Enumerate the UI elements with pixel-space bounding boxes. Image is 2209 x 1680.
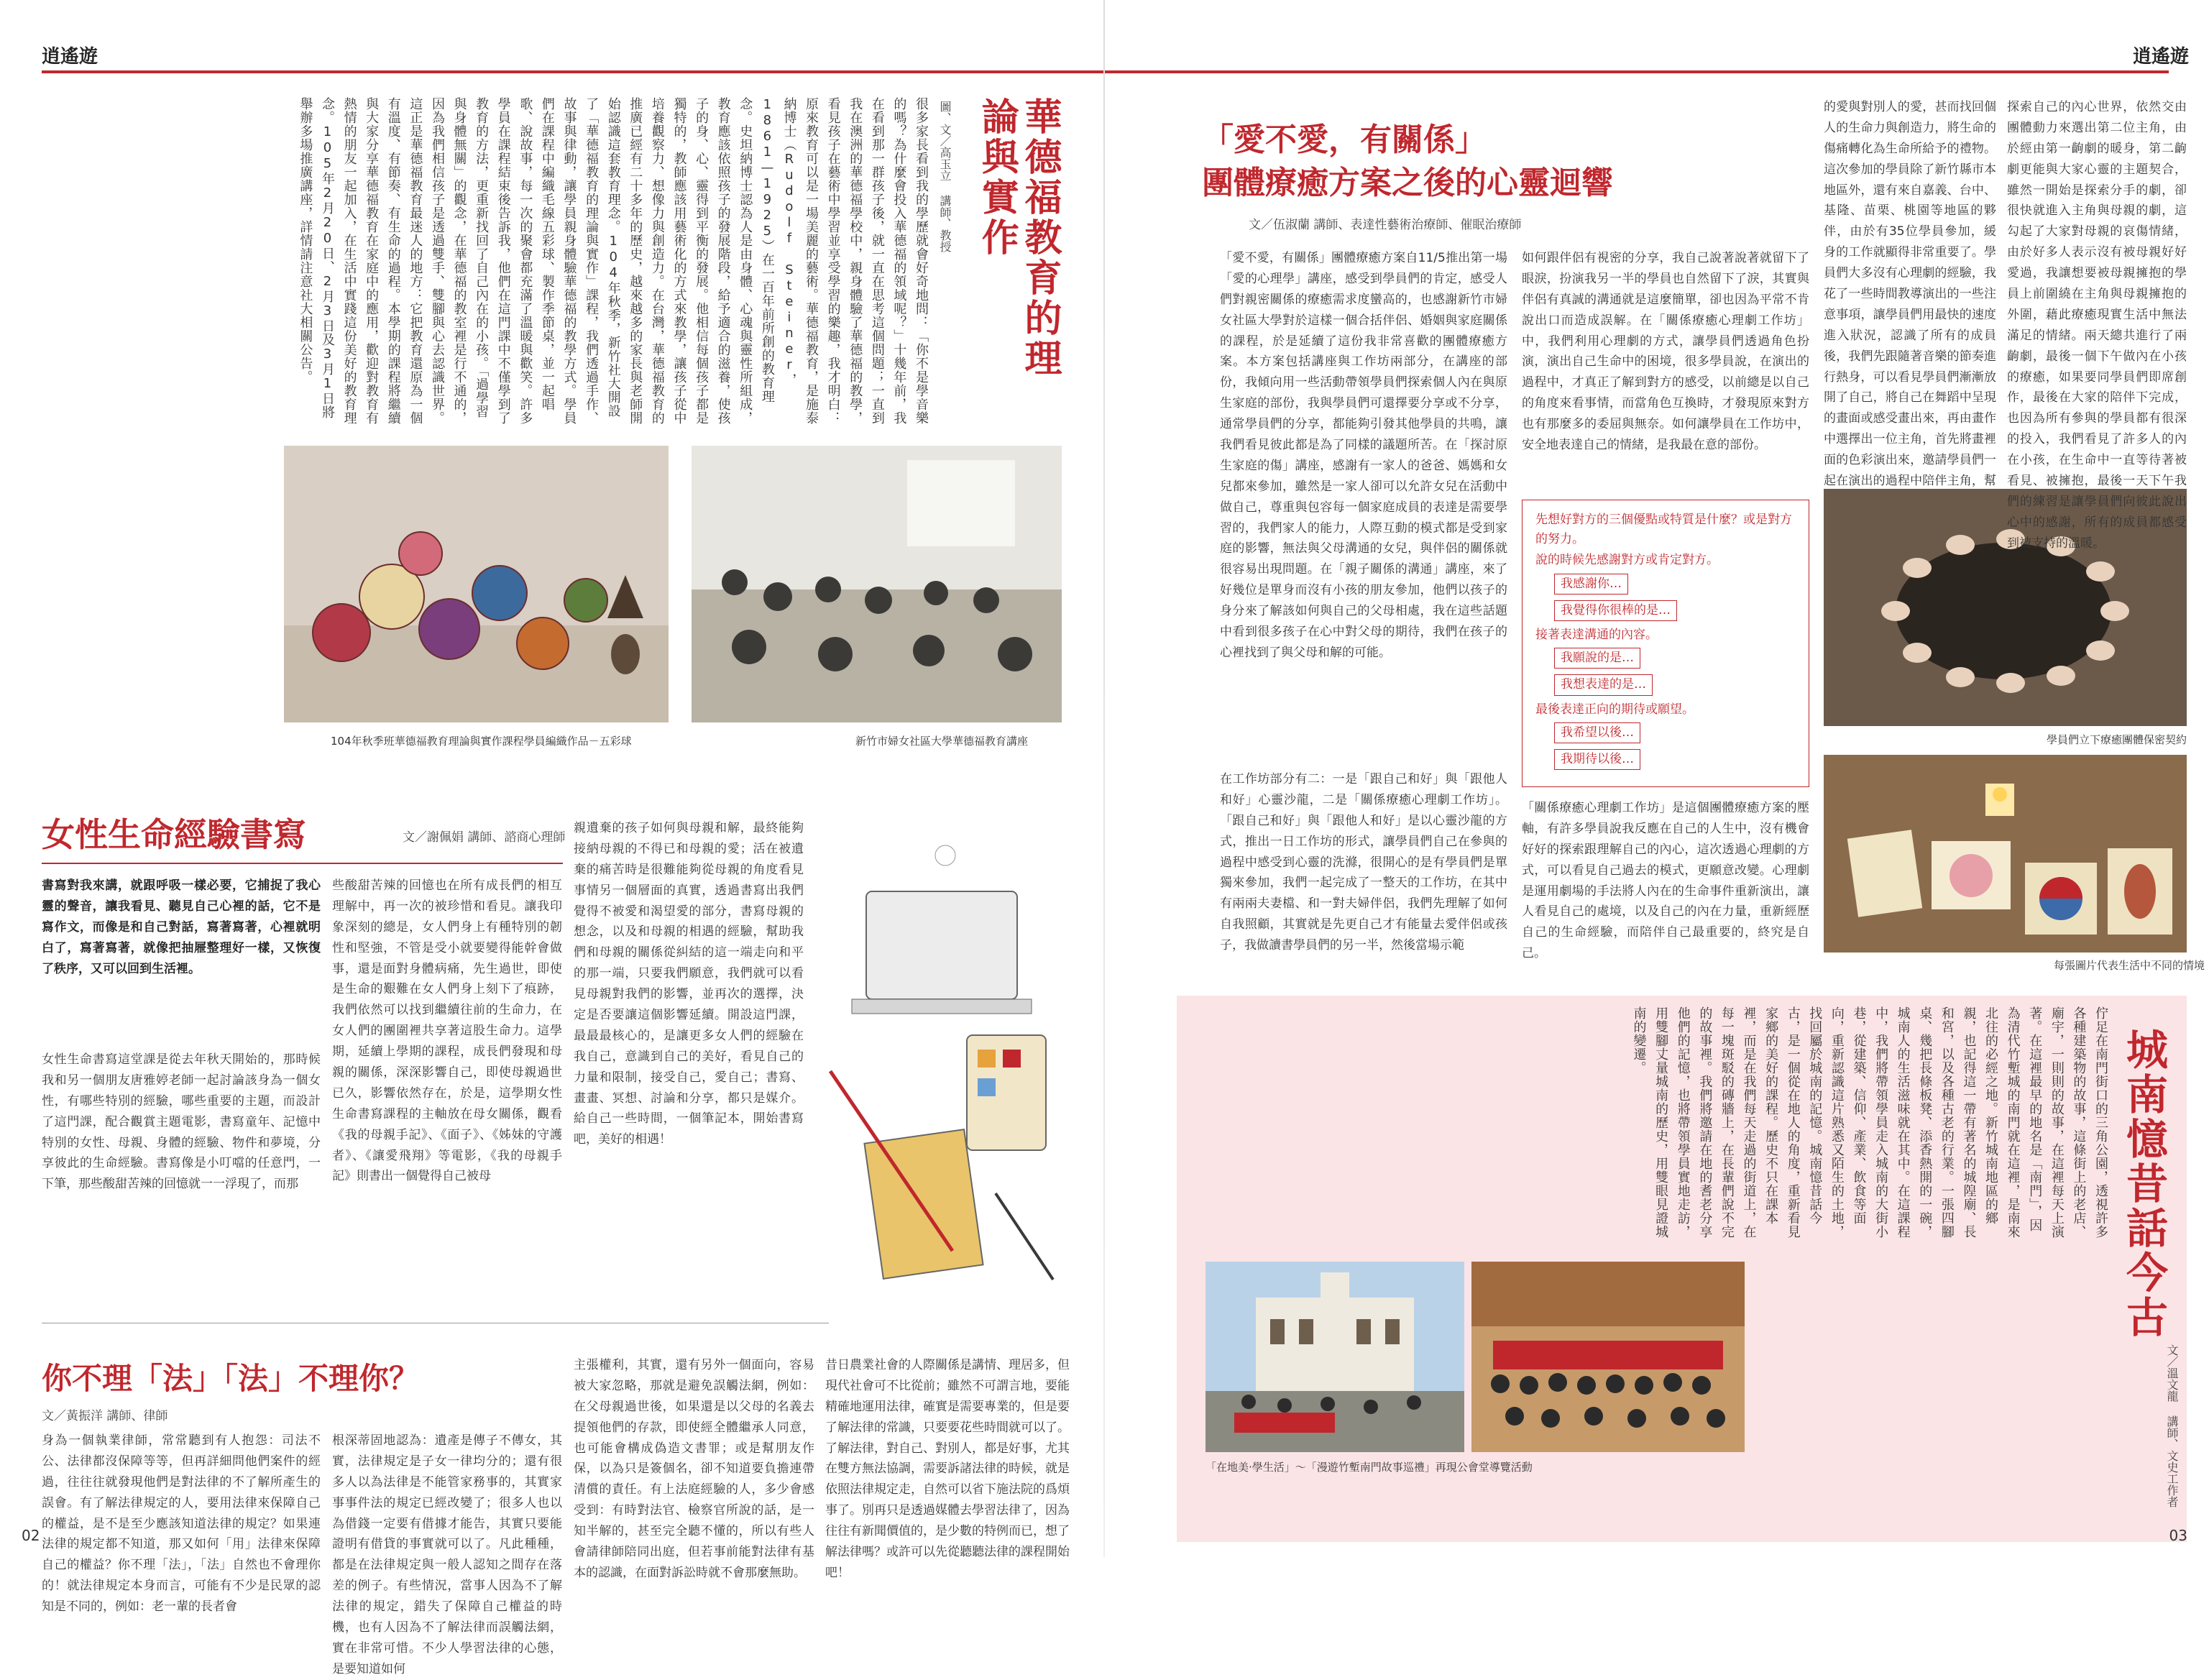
love-title-line2: 團體療癒方案之後的心靈迴響 xyxy=(1202,165,1613,201)
header-rule xyxy=(42,70,1104,73)
women-body-2: 些酸甜苦辣的回憶也在所有成長們的相互理解中，再一次的被珍惜和看見。讓我印象深刻的總是，女人們身上有種特別的韌性和堅強，不管是受小就要變得能幹會做事，還是面對身體病痛，先生過世，即使是生命的艱難在女人們身上刻下了痕跡，我們依然可以找到繼續往前的生命力，在女人們的團圍裡共享著這股生命力。這學期，延續上學期的課程，成長們發現和母親的關係，深深影響自己，即使母親過世已久，影響依然存在，於是，這學期女性生命書寫課程的主軸放在母女關係，觀看《我的母親手記》、《面子》、《姊妹的守護者》、《讓愛飛翔》等電影，《我的母親手記》則書出一個覺得自己被母 xyxy=(332,878,562,1184)
illustration-laptop-notebook xyxy=(823,820,1071,1294)
tip-3: 接著表達溝通的內容。 xyxy=(1535,627,1658,642)
law-body-3: 主張權利，其實，還有另外一個面向，容易被大家忽略，那就是避免誤觸法網，例如：在父母親過世後，如果還是以父母的名義去提領他們的存款，即使經全體繼承人同意，也可能會構成偽造文書罪；或是幫朋友作保，以為只是簽個名，卻不知道要負擔連帶清償的責任。有上法庭經驗的人，多少會感受到：有時對法官、檢察官所說的話，是一知半解的，甚至完全聽不懂的，所以有些人會請律師陪同出庭，但若事前能對法律有基本的認識，在面對訴訟時就不會那麼無助。 xyxy=(574,1358,814,1580)
caption-circle-of-hands: 學員們立下療癒團體保密契約 xyxy=(2047,733,2187,746)
south-title: 城南憶昔話今古 xyxy=(2119,1028,2168,1340)
header-rule xyxy=(1105,70,2169,73)
section-header: 逍遙遊 xyxy=(42,46,98,68)
love-body-2: 在工作坊部分有二：一是「跟自己和好」與「跟他人和好」心靈沙龍，二是「關係療癒心理劇工作坊」。「跟自己和好」與「跟他人和好」是以心靈沙龍的方式，推出一日工作坊的形式，讓學員們自己在參與的過程中感受到心靈的洗滌，很開心的是有學員們是單獨來參加，我們一起完成了一整天的工作坊，在其中有兩兩夫妻檔、和一對夫婦伴侶，我們先理解了如何自我照顧，其實就是先更自己才有能量去愛伴侶或孩子，我做讀書學員們的另一半，然後當場示範 xyxy=(1220,772,1507,953)
section-header: 逍遙遊 xyxy=(2132,46,2189,68)
photo-knitted-balls xyxy=(284,446,669,722)
waldorf-author: 圖、文／高玉立 講師、教授 xyxy=(938,101,952,252)
photo-lecture-room xyxy=(692,446,1062,722)
tip-4-ex-1: 我希望以後… xyxy=(1554,722,1640,743)
left-page xyxy=(0,0,1104,1676)
women-body-1: 女性生命書寫這堂課是從去年秋天開始的，那時候我和另一個朋友唐雅婷老師一起討論該身為一個女性，有哪些特別的經驗，哪些重要的主題，而設計了這門課，配合觀賞主題電影，書寫童年、記憶中特別的女性、母親、身體的經驗、物件和夢境，分享彼此的生命經驗。書寫像是小叮噹的任意門，一下筆，那些酸甜苦辣的回憶就一一浮現了，而那 xyxy=(42,1052,321,1192)
page-number-right: 03 xyxy=(2169,1527,2187,1544)
tip-2: 說的時候先感謝對方或肯定對方。 xyxy=(1535,553,1719,568)
photo-hall-building xyxy=(1205,1262,1464,1452)
photo-picture-cards xyxy=(1824,755,2187,953)
tip-4: 最後表達正向的期待或願望。 xyxy=(1535,702,1694,717)
waldorf-body: 很多家長看到我的學歷就會好奇地問：「你不是學音樂的嗎？為什麼會投入華德福的領域呢？」十幾年前，我在看到那一群孩子後，就一直在思考這個問題；一直到我在澳洲的華德福學校中，親身體驗了華德福的教學，看見孩子在藝術中學習並享受學習的樂趣，我才明白：原來教育可以是一場美麗的藝術。華德福教育，是施泰納博士（Rudolf Steiner，1861—1925）在一百年前所創的教育理念。史坦納博士認為人是由身體、心魂與靈性所組成，教育應該依照孩子的發展階段，給予適合的滋養，使孩子的身、心、靈得到平衡的發展。他相信每個孩子都是獨特的，教師應該用藝術化的方式來教學，讓孩子從中培養觀察力、想像力與創造力。在台灣，華德福教育的推廣已經有二十多年的歷史，越來越多的家長與老師開始認識這套教育理念。104年秋季，新竹社大開設了「華德福教育的理論與實作」課程，我們透過手作、故事與律動，讓學員親身體驗華德福的教學方式。學員們在課程中編織毛線五彩球、製作季節桌，並一起唱歌、說故事，每一次的聚會都充滿了溫暖與歡笑。許多學員在課程結束後告訴我，他們在這門課中不僅學到了教育的方法，更重新找回了自己內在的小孩。「過學習與身體無關」的觀念，在華德福的教室裡是行不通的，因為我們相信孩子是透過雙手、雙腳與心去認識世界。這正是華德福教育最迷人的地方：它把教育還原為一個有溫度、有節奏、有生命的過程。本學期的課程將繼續與大家分享華德福教育在家庭中的應用，歡迎對教育有熱情的朋友一起加入，在生活中實踐這份美好的教育理念。105年2月20日、2月3日及3月1日將舉辦多場推廣講座，詳情請注意社大相關公告。 xyxy=(298,97,929,425)
tip-2-ex-1: 我感謝你… xyxy=(1554,574,1628,595)
photo-group-tour xyxy=(1471,1262,1745,1452)
caption-lecture-room: 新竹市婦女社區大學華德福教育講座 xyxy=(855,735,1029,748)
law-body-1: 身為一個執業律師，常常聽到有人抱怨：司法不公、法律都沒保障等等，但再詳細問他們案件的經過，往往往就發現他們是對法律的不了解所產生的誤會。有了解法律規定的人，要用法律來保障自己的權益，是不是至少應該知道法律的規定？如果連法律的規定都不知道，那又如何「用」法律來保障自己的權益？你不理「法」，「法」自然也不會理你的！就法律規定本身而言，可能有不少是民眾的認知是不同的，例如：老一輩的長者會 xyxy=(42,1433,321,1615)
south-author: 文／溫文龍 講師、文史工作者 xyxy=(2165,1344,2179,1507)
law-title: 你不理「法」「法」不理你？ xyxy=(42,1361,420,1396)
caption-picture-cards: 每張圖片代表生活中不同的情境 xyxy=(2054,959,2205,972)
love-author: 文／伍淑蘭 講師、表達性藝術治療師、催眠治療師 xyxy=(1249,218,1522,232)
women-rule xyxy=(42,863,563,864)
women-title: 女性生命經驗書寫 xyxy=(42,815,306,854)
love-body-6-column-final: 探索自己的內心世界，依然交由團體動力來選出第二位主角，由於經由第一齣劇的暖身，第二齣劇更能與大家心靈的主題契合，雖然一開始是探索分手的劇，卻很快就進入主角與母親的劇，這勾起了大家對母親的哀傷情緒，由於好多人表示沒有被母親好好愛過，我讓想要被母親擁抱的學員上前圍繞在主角與母親擁抱的外圍，藉此療癒現實生活中無法滿足的情緒。兩天總共進行了兩齣劇，最後一個下午做內在小孩的療癒，如果要同學員們即席創作，最後在大家的陪伴下完成，也因為所有參與的學員都有很深的投入，我們看見了許多人的內在小孩，在生命中一直等待著被看見、被擁抱，最後一天下午我們的練習是讓學員們向彼此說出心中的感謝，所有的成員都感受到被支持的溫暖。 xyxy=(2007,100,2187,551)
law-author: 文／黃振洋 講師、律師 xyxy=(42,1409,168,1423)
right-page xyxy=(1105,0,2209,1557)
tip-3-ex-1: 我願說的是… xyxy=(1554,648,1640,669)
law-body-4: 昔日農業社會的人際關係是講情、理居多，但現代社會可不比從前；雖然不可謂言地，要能精確地運用法律，確實是需要專業的，但是要了解法律的常識，只要要花些時間就可以了。了解法律，對自己、對別人，都是好事，尤其在雙方無法協調，需要訴諸法律的時候，就是依照法律規定走，自然可以省下施法院的爲煩事了。別再只是透過媒體去學習法律了，因為往往有新聞價值的，是少數的特例而已，想了解法律嗎？或許可以先從聽聽法律的課程開始吧！ xyxy=(825,1358,1070,1580)
law-body-2: 根深蒂固地認為：遺產是傳子不傳女，其實，法律規定是子女一律均分的；還有很多人以為法律是不能管家務事的，其實家事事件法的規定已經改變了；很多人也以為借錢一定要有借據才能告，其實只要能證明有借貸的事實就可以了。凡此種種，都是在法律規定與一般人認知之間存在落差的例子。有些情況，當事人因為不了解法律的規定，錯失了保障自己權益的時機，也有人因為不了解法律而誤觸法網，實在非常可惜。不少人學習法律的心態，是要知道如何 xyxy=(332,1433,562,1676)
women-author: 文／謝佩娟 講師、諮商心理師 xyxy=(403,830,566,845)
tip-2-ex-2: 我覺得你很棒的是… xyxy=(1554,600,1677,621)
tip-4-ex-2: 我期待以後… xyxy=(1554,749,1640,770)
love-body-1: 「愛不愛，有關係」團體療癒方案自11/5推出第一場「愛的心理學」講座，感受到學員們的肯定，感受人們對親密關係的療癒需求度蠻高的，也感謝新竹市婦女社區大學對於這樣一個合括伴侶、婚姻與家庭關係的課程，於是延續了這份我非常喜歡的團體療癒方案。本方案包括講座與工作坊兩部分，在講座的部份，我傾向用一些活動帶領學員們探索個人內在與原生家庭的部份，我與學員們可還擇要分享或不分享，通常學員們的分享，都能夠引發其他學員的共鳴，讓我們看見彼此都是為了同樣的議題所苦。在「探討原生家庭的傷」講座，感謝有一家人的爸爸、媽媽和女兒都來參加，雖然是一家人卻可以允許女兒在活動中做自己，尊重與包容每一個家庭成員的表達是需要學習的，我們家人的能力，人際互動的模式都是受到家庭的影響，無法與父母溝通的女兒，與伴侶的關係就很容易出現問題。在「親子關係的溝通」講座，來了好幾位是單身而沒有小孩的朋友參加，他們以孩子的身分來了解該如何與自己的父母相處，我在這些話題中看到很多孩子在心中對父母的期待，我們在孩子的心裡找到了與父母和解的可能。 xyxy=(1220,251,1507,660)
communication-tips-box xyxy=(1522,500,1809,787)
caption-knitted-balls: 104年秋季班華德福教育理論與實作課程學員編織作品－五彩球 xyxy=(331,735,632,748)
south-body: 佇足在南門街口的三角公園，透視許多各種建築物的故事，這條街上的老店、廟宇，一則則的故事，在這裡每天上演著。在這裡最早的地名是「南門」，因為清代竹塹城的南門就在這裡，是南來北往的必經之地。新竹城南地區的鄉親，也記得這一帶有著名的城隍廟、長和宮，以及各種古老的行業。一張四腳桌、幾把長條板凳、添香熱開的一碗，城南人的生活滋味就在其中。在這課程中，我們將帶領學員走入城南的大街小巷，從建築、信仰、產業、飲食等面向，重新認識這片熟悉又陌生的土地，找回屬於城南的記憶。城南憶昔話今古，是一個從在地人的角度，重新看見家鄉的美好的課程。歷史不只在課本裡，而是在我們每天走過的街道上，在每一塊斑駁的磚牆上，在長輩們說不完的故事裡。我們將邀請在地的耆老分享他們的記憶，也將帶領學員實地走訪，用雙腳丈量城南的歷史，用雙眼見證城南的變遷。 xyxy=(1631,1006,2108,1239)
waldorf-title: 華德福教育的理論與實作 xyxy=(975,97,1062,379)
women-closing xyxy=(574,1222,804,1280)
love-body-4: 「關係療癒心理劇工作坊」是這個團體療癒方案的壓軸，有許多學員說我反應在自己的人生中，沒有機會好好的探索跟理解自己的內心，這次透過心理劇的方式，可以看見自己過去的模式，更願意改變。心理劇是運用劇場的手法將人內在的生命事件重新演出，讓人看見自己的處境，以及自己的內在力量，重新經歷自己的生命經驗，而陪伴自己最重要的，終究是自己。 xyxy=(1522,801,1809,961)
women-body-3: 親遺棄的孩子如何與母親和解，最終能夠接納母親的不得已和母親的愛；活在被遺棄的痛苦時是很難能夠從母親的角度看見事情另一個層面的真實，透過書寫出我們覺得不被愛和渴望愛的部分，書寫母親的想念，以及和母親的相遇的經驗，幫助我們和母親的關係從糾結的這一端走向和平的那一端，只要我們願意，我們就可以看見母親對我們的影響，並再次的選擇，決定是否要讓這個影響延續。開設這門課，最最最核心的，是讓更多女人們的經驗在我自己，意識到自己的美好，看見自己的力量和限制，接受自己，愛自己；書寫、畫畫、冥想、討論和分享，都只是媒介。給自己一些時間，一個筆記本，開始書寫吧，美好的相遇！ xyxy=(574,821,804,1147)
south-body-2 xyxy=(1755,1254,2111,1531)
caption-south: 「在地美‧學生活」～「漫遊竹塹南門故事巡禮」再現公會堂導覽活動 xyxy=(1205,1461,1533,1474)
women-lead: 書寫對我來講，就跟呼吸一樣必要，它捕捉了我心靈的聲音，讓我看見、聽見自己心裡的話，它不是寫作文，而像是和自己對話，寫著寫著，心裡就明白了，寫著寫著，就像把抽屜整理好一樣，又恢復了秩序，又可以回到生活裡。 xyxy=(42,878,321,976)
love-body-3: 如何跟伴侶有視密的分享，我自己說著說著就留下了眼淚，扮演我另一半的學員也自然留下了淚，其實與伴侶有真誠的溝通就是這麼簡單，卻也因為平常不肯說出口而造成誤解。在「關係療癒心理劇工作坊」中，我們利用心理劇的方式，讓學員們透過角色扮演，演出自己生命中的困境，很多學員說，在演出的過程中，才真正了解到對方的感受，以前總是以自己的角度來看事情，而當角色互換時，才發現原來對方也有那麼多的委屈與無奈。如何讓學員在工作坊中，安全地表達自己的情緒，是我最在意的部份。 xyxy=(1522,251,1809,453)
page-number-left: 02 xyxy=(22,1527,40,1544)
love-body-5: 的愛與對別人的愛，甚而找回個人的生命力與創造力，將生命的傷痛轉化為生命所給予的禮物。這次參加的學員除了新竹縣市本地區外，還有來自嘉義、台中、基隆、苗栗、桃園等地區的夥伴，由於有35位學員參加，緩身的工作就顯得非常重要了。學員們大多沒有心理劇的經驗，我花了一些時間教導演出的一些注意事項，讓學員們用最快的速度進入狀況，認識了所有的成員後，我們先跟隨著音樂的節奏進行熱身，可以看見學員們漸漸放開了自己，將自己在舞蹈中呈現的畫面或感受畫出來，再由畫作中選擇出一位主角，首先將畫裡面的色彩演出來，邀請學員們一起在演出的過程中陪伴主角，幫 xyxy=(1824,100,1996,489)
tip-3-ex-2: 我想表達的是… xyxy=(1554,674,1653,695)
love-title-line1: 「愛不愛，有關係」 xyxy=(1202,121,1487,158)
tip-1: 先想好對方的三個優點或特質是什麼？或是對方的努力。 xyxy=(1535,513,1792,547)
